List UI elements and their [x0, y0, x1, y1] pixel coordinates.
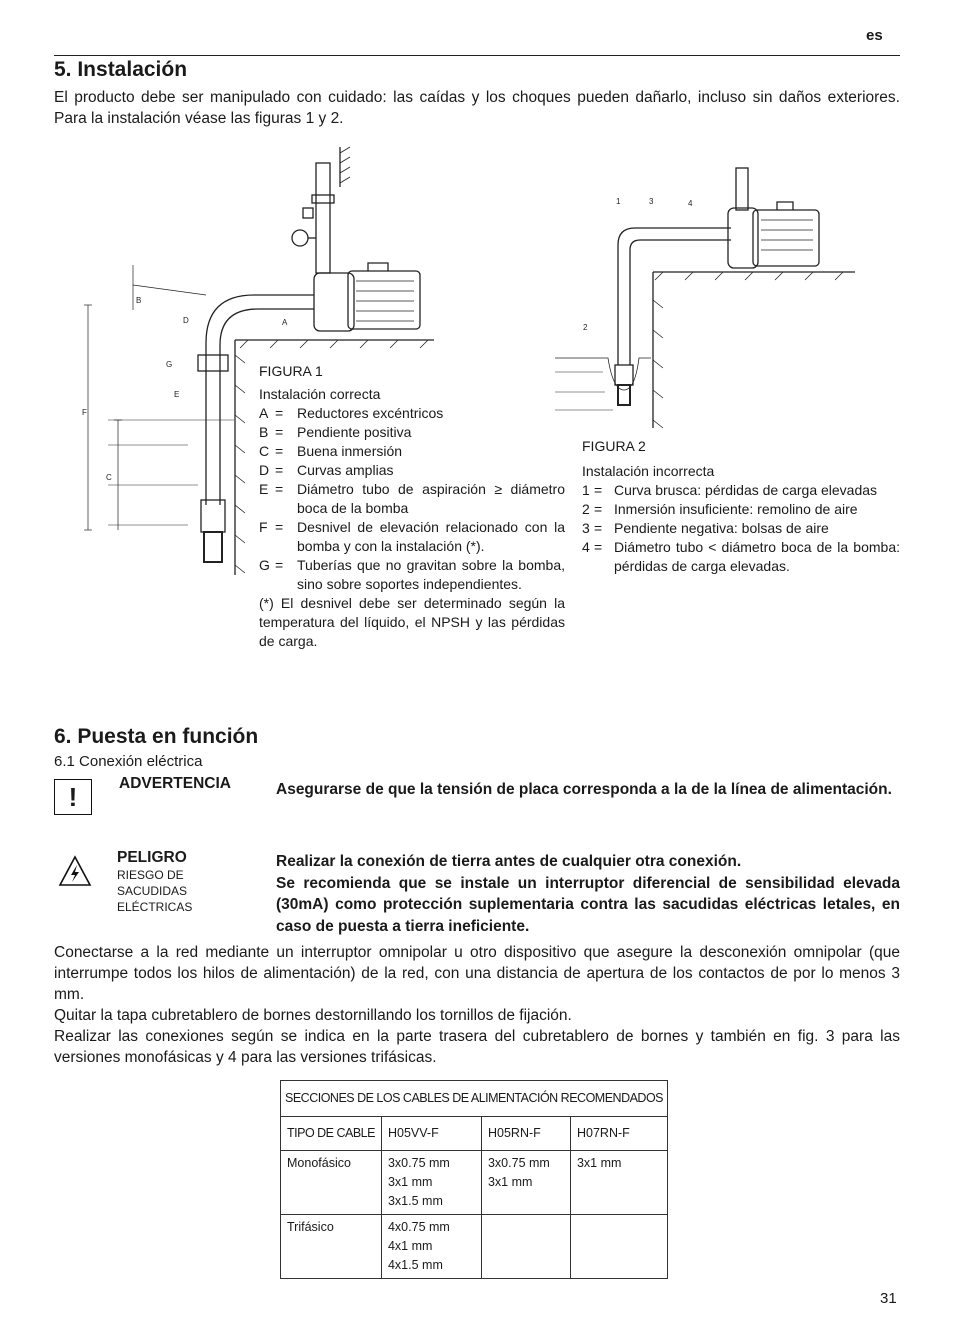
cable-sections-table	[280, 1080, 668, 1279]
table-cell: 3x0.75 mm 3x1 mm 3x1.5 mm	[381, 1151, 481, 1215]
fig1-label-g: G	[166, 360, 173, 369]
table-row	[281, 1151, 668, 1215]
paragraph: Realizar las conexiones según se indica en la parte trasera del cubretablero de bornes y también en fig. 3 para las versiones monofásicas y 4 para las versiones trifásicas.	[54, 1028, 900, 1066]
figure-1-title: FIGURA 1	[259, 363, 323, 379]
fig1-label-e: E	[174, 390, 180, 399]
figure-2-item: 1 = Curva brusca: pérdidas de carga elevadas	[582, 482, 878, 498]
figure-1-item: F = Desnivel de elevación relacionado con la bomba y con la instalación (*).	[259, 519, 565, 554]
figure-1-item: D = Curvas amplias	[259, 462, 394, 478]
danger-sublabel: RIESGO DE SACUDIDAS ELÉCTRICAS	[117, 868, 193, 914]
table-cell	[481, 1215, 570, 1279]
section-5-intro: El producto debe ser manipulado con cuidado: las caídas y los choques pueden dañarlo, incluso sin daños exteriores. Para la instalación véase las figuras 1 y 2.	[54, 89, 900, 127]
figure-1-caption	[259, 362, 565, 651]
fig1-label-f: F	[82, 408, 87, 417]
fig1-label-c: C	[106, 473, 112, 482]
table-cell: 3x1 mm	[570, 1151, 667, 1215]
figure-1-note: (*) El desnivel debe ser determinado según la temperatura del líquido, el NPSH y las pérdidas de carga.	[259, 595, 565, 649]
fig2-label-4: 4	[688, 199, 693, 208]
danger-label: PELIGRO	[117, 849, 187, 866]
warning-label: ADVERTENCIA	[119, 775, 231, 792]
fig1-label-a: A	[282, 318, 288, 327]
figure-2-item: 2 = Inmersión insuficiente: remolino de aire	[582, 501, 858, 517]
figure-2-subtitle: Instalación incorrecta	[582, 463, 715, 479]
table-cell	[570, 1215, 667, 1279]
figure-1-item: G = Tuberías que no gravitan sobre la bomba, sino sobre soportes independientes.	[259, 557, 565, 592]
connection-instructions	[54, 942, 900, 1068]
paragraph: Quitar la tapa cubretablero de bornes destornillando los tornillos de fijación.	[54, 1007, 572, 1024]
danger-text-line2: Se recomienda que se instale un interruptor diferencial de sensibilidad elevada (30mA) como protección suplementaria contra las sacudidas eléctricas letales, en caso de puesta a tierra ineficiente.	[276, 874, 900, 935]
figure-1-subtitle: Instalación correcta	[259, 386, 381, 402]
figure-1-item: C = Buena inmersión	[259, 443, 403, 459]
figure-1-item: E = Diámetro tubo de aspiración ≥ diámetro boca de la bomba	[259, 481, 565, 516]
figure-2-item: 3 = Pendiente negativa: bolsas de aire	[582, 520, 829, 536]
row-label: Monofásico	[281, 1151, 382, 1215]
table-header-cell: H05RN-F	[481, 1117, 570, 1151]
fig2-label-3: 3	[649, 197, 654, 206]
figure-1-item: A = Reductores excéntricos	[259, 405, 444, 421]
fig1-label-d: D	[183, 316, 189, 325]
header-rule	[54, 55, 900, 56]
table-cell: 4x0.75 mm 4x1 mm 4x1.5 mm	[381, 1215, 481, 1279]
fig1-label-b: B	[136, 296, 142, 305]
paragraph: Conectarse a la red mediante un interruptor omnipolar u otro dispositivo que asegure la desconexión omnipolar (que interrumpe todos los hilos de alimentación) de la red, con una distancia de apertura de los contactos de por lo menos 3 mm.	[54, 944, 900, 1003]
section-6-title: 6. Puesta en función	[54, 725, 259, 748]
fig2-label-1: 1	[616, 197, 621, 206]
section-5-title: 5. Instalación	[54, 58, 188, 81]
table-header-cell: H05VV-F	[381, 1117, 481, 1151]
table-header-cell: TIPO DE CABLE	[281, 1117, 382, 1151]
language-tag: es	[866, 27, 883, 44]
table-header-cell: H07RN-F	[570, 1117, 667, 1151]
figure-1-item: B = Pendiente positiva	[259, 424, 412, 440]
table-row	[281, 1215, 668, 1279]
electric-shock-icon	[58, 855, 92, 887]
subsection-title: 6.1 Conexión eléctrica	[54, 753, 203, 770]
row-label: Trifásico	[281, 1215, 382, 1279]
warning-text: Asegurarse de que la tensión de placa corresponda a la de la línea de alimentación.	[276, 781, 892, 798]
table-cell: 3x0.75 mm 3x1 mm	[481, 1151, 570, 1215]
figure-2-title: FIGURA 2	[582, 438, 646, 454]
table-header-row	[281, 1117, 668, 1151]
figure-2-item: 4 = Diámetro tubo < diámetro boca de la bomba: pérdidas de carga elevadas.	[582, 539, 900, 574]
fig2-label-2: 2	[583, 323, 588, 332]
warning-icon: !	[54, 779, 92, 815]
table-title: SECCIONES DE LOS CABLES DE ALIMENTACIÓN RECOMENDADOS	[281, 1081, 668, 1117]
page-number: 31	[880, 1290, 897, 1307]
danger-text	[276, 851, 900, 937]
danger-text-line1: Realizar la conexión de tierra antes de cualquier otra conexión.	[276, 853, 742, 870]
figure-2-drawing	[553, 160, 858, 430]
figure-2-caption	[582, 437, 900, 576]
